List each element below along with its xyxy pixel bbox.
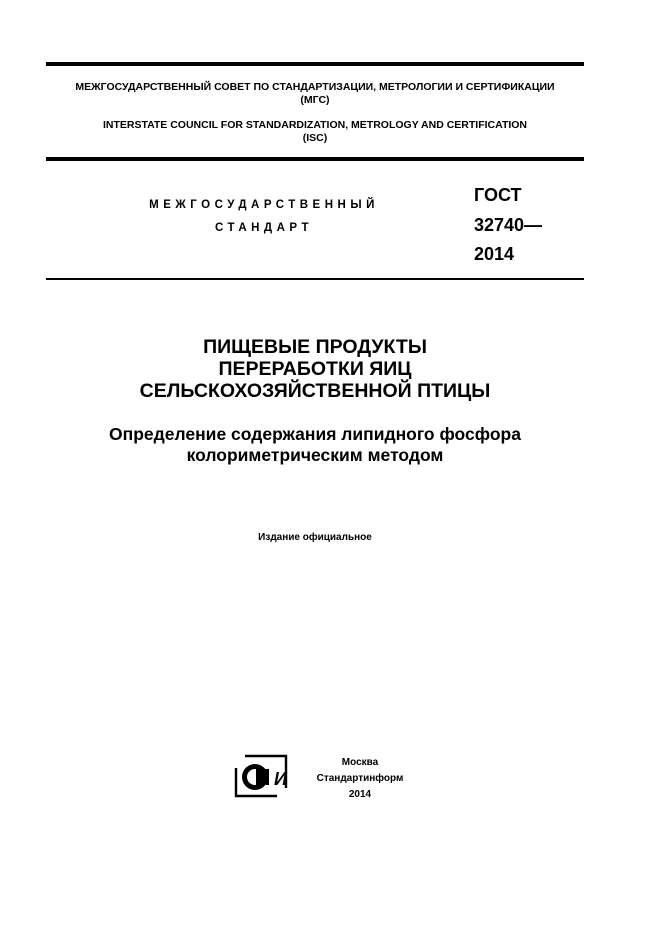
interstate-label: МЕЖГОСУДАРСТВЕННЫЙ — [149, 199, 379, 211]
council-abbr-en: (ISC) — [302, 132, 328, 144]
publisher-name: Стандартинформ — [316, 773, 404, 784]
header-bottom-rule — [46, 278, 584, 280]
standard-label: СТАНДАРТ — [215, 222, 313, 234]
svg-text:И: И — [274, 769, 287, 789]
publisher-year: 2014 — [348, 789, 372, 800]
title-line1: ПИЩЕВЫЕ ПРОДУКТЫ — [203, 336, 427, 358]
standartinform-logo-icon — [233, 754, 289, 800]
document-title — [46, 336, 584, 402]
subtitle-line1: Определение содержания липидного фосфора — [109, 424, 521, 444]
publisher-city: Москва — [341, 757, 379, 768]
subtitle-line2: колориметрическим методом — [186, 445, 444, 465]
title-line3: СЕЛЬСКОХОЗЯЙСТВЕННОЙ ПТИЦЫ — [139, 380, 491, 402]
council-name-ru — [46, 81, 584, 107]
council-name-ru-line1: МЕЖГОСУДАРСТВЕННЫЙ СОВЕТ ПО СТАНДАРТИЗАЦИИ, МЕТРОЛОГИИ И СЕРТИФИКАЦИИ — [75, 81, 555, 93]
edition-note: Издание официальное — [258, 532, 372, 543]
council-bottom-rule — [46, 157, 584, 161]
document-subtitle — [46, 424, 584, 466]
council-abbr-ru: (МГС) — [300, 94, 330, 106]
publisher-block — [290, 755, 430, 803]
gost-prefix: ГОСТ — [474, 185, 522, 205]
council-name-en-line1: INTERSTATE COUNCIL FOR STANDARDIZATION, METROLOGY AND CERTIFICATION — [102, 119, 528, 131]
gost-number: 32740— — [474, 215, 543, 235]
top-rule — [46, 62, 584, 66]
gost-year: 2014 — [474, 244, 515, 264]
title-line2: ПЕРЕРАБОТКИ ЯИЦ — [218, 358, 412, 380]
council-name-en — [46, 119, 584, 145]
